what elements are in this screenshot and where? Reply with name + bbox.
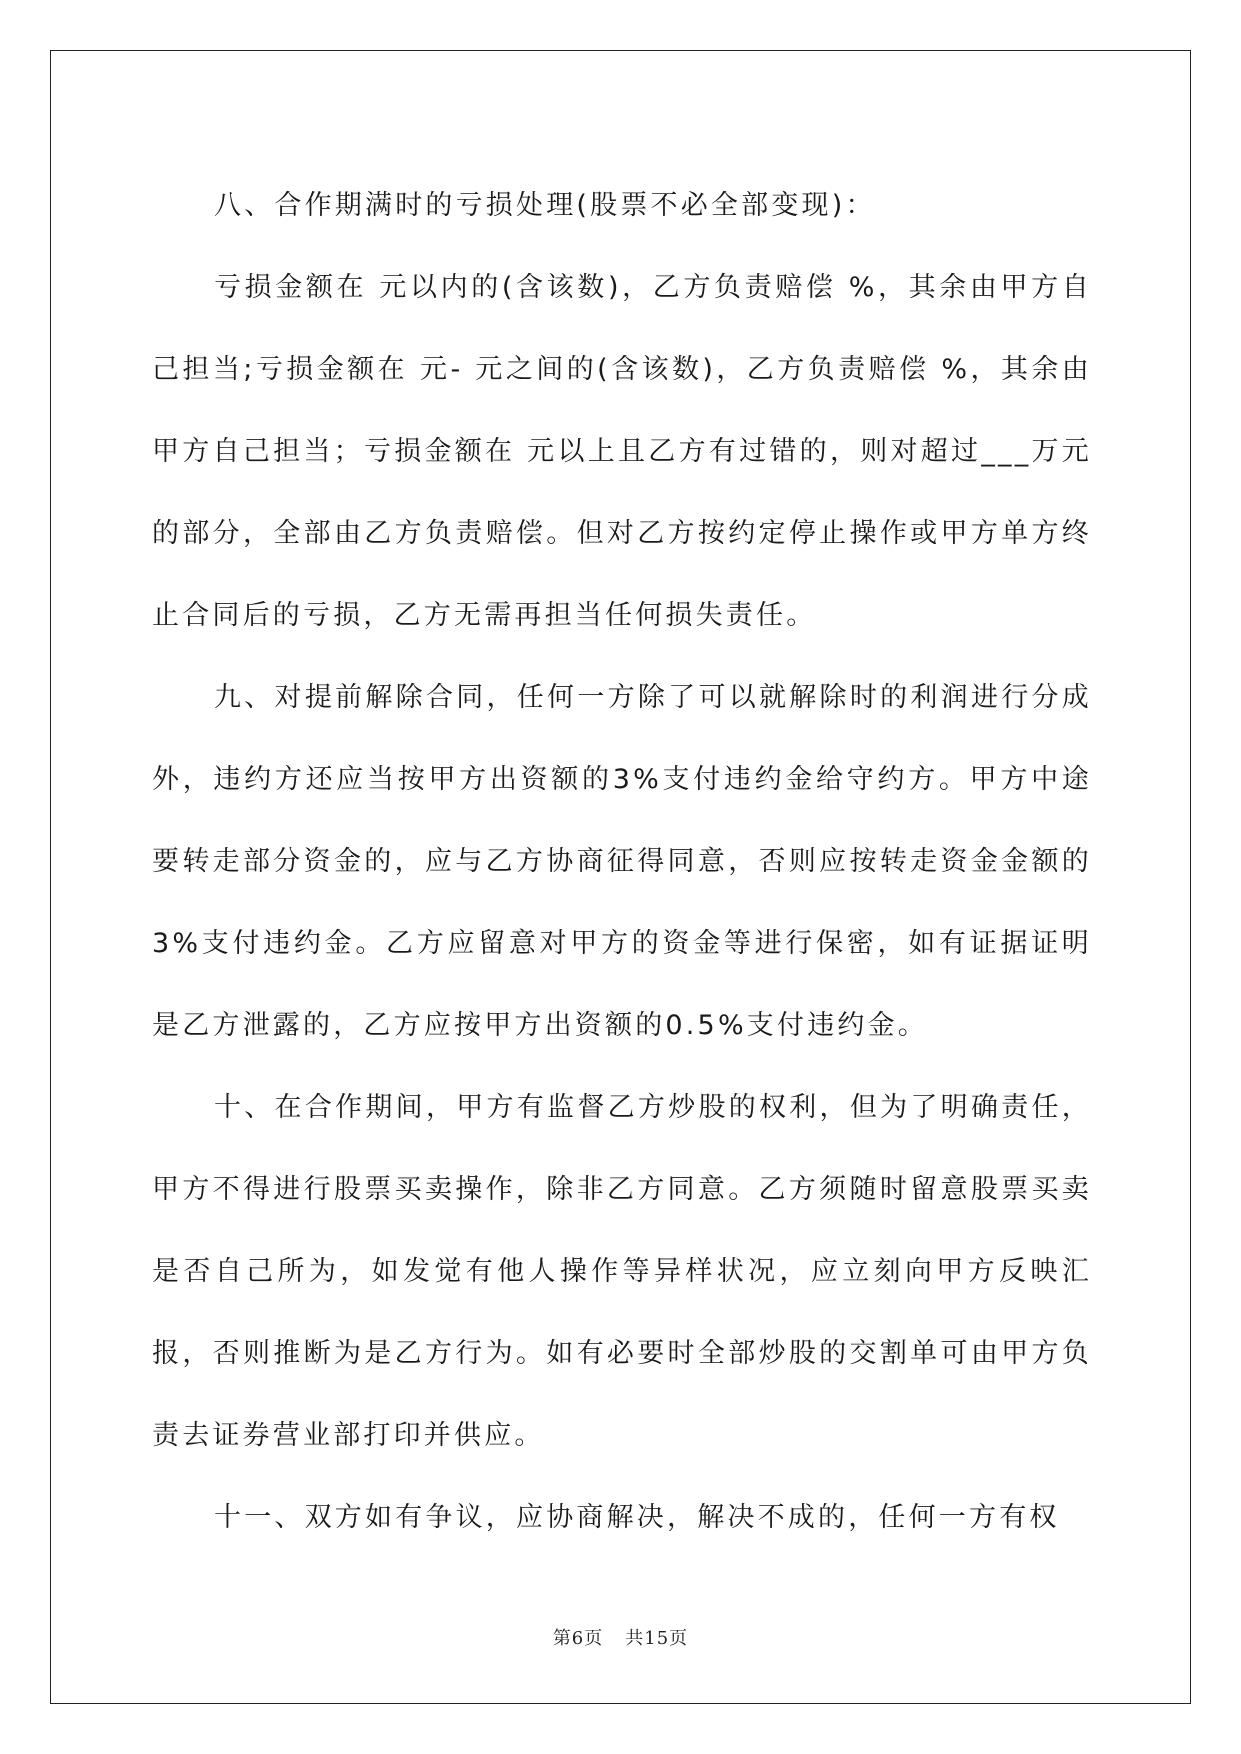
paragraph-9-early-termination: 九、对提前解除合同，任何一方除了可以就解除时的利润进行分成外，违约方还应当按甲方出资额的3%支付违约金给守约方。甲方中途要转走部分资金的，应与乙方协商征得同意，否则应按转走资金金额的3%支付违约金。乙方应留意对甲方的资金等进行保密，如有证据证明是乙方泄露的，乙方应按甲方出资额的0.5%支付违约金。 [152,682,1092,1041]
page-number-total: 共15页 [625,1628,689,1649]
paragraph-8-loss-terms: 亏损金额在 元以内的(含该数)，乙方负责赔偿 %，其余由甲方自己担当;亏损金额在 元- 元之间的(含该数)，乙方负责赔偿 %，其余由甲方自己担当；亏损金额在 元以上且乙方有过错的，则对超过___万元的部分，全部由乙方负责赔偿。但对乙方按约定停止操作或甲方单方终止合同后的亏损，乙方无需再担当任何损失责任。 [152,272,1092,631]
paragraph-11-disputes: 十一、双方如有争议，应协商解决，解决不成的，任何一方有权 [214,1502,1060,1533]
page-footer [0,1624,1241,1650]
paragraph-10-supervision: 十、在合作期间，甲方有监督乙方炒股的权利，但为了明确责任，甲方不得进行股票买卖操作，除非乙方同意。乙方须随时留意股票买卖是否自己所为，如发觉有他人操作等异样状况，应立刻向甲方反映汇报，否则推断为是乙方行为。如有必要时全部炒股的交割单可由甲方负责去证券营业部打印并供应。 [152,1092,1092,1451]
document-body [152,165,1092,1559]
paragraph-8-heading: 八、合作期满时的亏损处理(股票不必全部变现)： [214,190,876,221]
page-number-current: 第6页 [552,1628,604,1649]
